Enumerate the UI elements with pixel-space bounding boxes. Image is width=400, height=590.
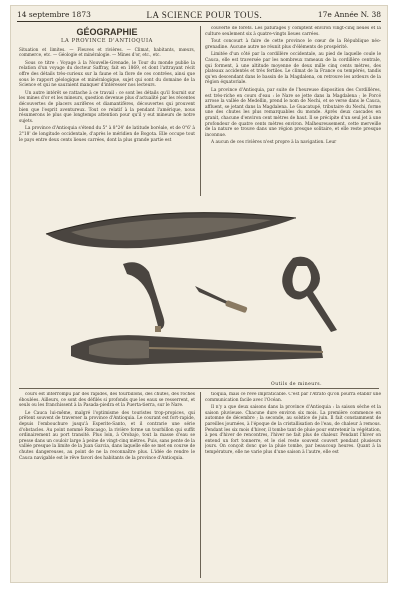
curved-pick-tool — [123, 262, 164, 332]
paragraph: Tout concourt à faire de cette province le cœur de la République néo-grenadine. Aucune autre ne réunit plus d'éléments de prospérité. — [205, 39, 381, 50]
paragraph: La province d'Antioquia s'étend du 5° à 8°24' de latitude boréale, et de 0°6' à 2°18' de longitude occidentale, d'après le méridien de Bogota. Elle occupe tout le pays entre deux cents lieues carrées, dont la plus grande partie est — [19, 126, 195, 143]
paragraph: Sous ce titre : Voyage à la Nouvelle-Grenade, le Tour du monde publie la relation d'un voyage du docteur Saffray, fait en 1869, et dont l'attrayant récit offre des détails très-curieux sur la faune et la flore de ces contrées, ainsi que sous le rapport géologique et minéralogique, sujet qui sont du domaine de la Science et qui ne sauraient manquer d'intéresser nos lecteurs. — [19, 60, 195, 89]
column-rule — [200, 26, 201, 196]
gold-pan-tool — [46, 213, 296, 249]
paragraph: Un autre intérêt se rattache à ce travail : ce sont les détails qu'il fournit sur les mines d'or et les mineurs, question devenue plus d'actualité par les récentes découvertes de placers aurifères et diamantifères, découvertes qui prouvent bien que l'esprit aventureux. Tout ce relatif à la pendant l'amérique, nous résumerons le plus que longtemps attention pour qu'il y eut mineurs de notre sujets. — [19, 90, 195, 124]
page-header — [17, 8, 381, 22]
paragraph: Il n'y a que deux saisons dans la province d'Antioquia : la saison sèche et la saison pluvieuse. Chacune dure environ six mois. La première commence en automne de décembre ; la seconde, au solstice de juin. Il fait constamment de pareilles journées, à l'époque de la cristallisation de l'eau, de chaleur à remous. Pendant les six mois d'hiver, il tombe tant de pluie pour entretenir la végétation, à peu d'hiver de rencontres, l'hiver ne fait plus de chaleur. Pendant l'hiver on entend un fort tonnerre, et le ciel reste souvent couvert pendant plusieurs jours. On conçoit donc que la pluie tombe, par beaucoup heures. Quant à la température, elle ne varie plus d'une saison à l'autre, elle est — [205, 405, 381, 455]
section-heading: GÉOGRAPHIE — [76, 27, 138, 37]
knife-tool — [195, 286, 248, 313]
article-title: LA PROVINCE D'ANTIOQUIA — [61, 37, 153, 44]
header-date: 14 septembre 1873 — [17, 10, 91, 19]
paragraph: La province d'Antioquia, par suite de l'heureuse disposition des Cordillères, est très-riche en cours d'eau : le Nare se jette dans la Magdalena ; le Porcé arrose la vallée de Medellin, prend le nom de Nechi, et se verse dans le Cauca, affluent, se jetant dans la Magdalena. Le Guacatupé, tributaire du Nechi, forme une des chutes les plus remarquables du monde. Après deux cascades en granit, chacune d'environ cent mètres de haut. Il se précipite d'un seul jet à une profondeur de quatre cents mètres environ. Malheureusement, cette merveille de la nature se trouve dans une région presque solitaire, et elle reste presque inconnue. — [205, 87, 381, 138]
section-divider — [19, 388, 379, 389]
paragraph: A aucun de ces rivières n'est propre à la navigation. Leur — [211, 140, 337, 146]
column-rule — [200, 392, 201, 578]
header-issue: 17e Année N. 38 — [317, 10, 381, 19]
article-summary: Situation et limites. — Fleuves et rivières. — Climat, habitants, mœurs, commerce, etc. — Géologie et minéralogie. — Mines d'or, etc., etc. — [19, 47, 195, 58]
column-right-top — [205, 26, 381, 196]
column-right-bottom — [205, 392, 381, 578]
paragraph: tioquia, mais ce rêve impraticable. C'est par l'Atrato qu'on pourra établir une communication facile avec l'Océan. — [205, 392, 381, 403]
newspaper-page — [10, 5, 388, 583]
figure-caption: Outils de mineurs. — [271, 382, 323, 387]
column-left-bottom — [19, 392, 195, 578]
header-publication: LA SCIENCE POUR TOUS. — [146, 9, 263, 20]
column-left-top — [19, 26, 195, 196]
paragraph: couverte de forêts. Les pâturages y comptent environ vingt-cinq lieues et la culture seulement six à quatre-vingts lieues carrées. — [205, 26, 381, 37]
paragraph: Le Cauca lui-même, malgré l'optimisme des touristes trop-propices, qui prêtent souvent de traverser la province d'Antioquia. Le courant est fort-rapide, depuis l'embouchure jusqu'à Esperite-Santo, et il contrarie une série d'obstacles. Au point nommé Roncasgo, la rivière forme un tourbillon qui suffit ordinairement au port transité. Plus loin, à Orobajo, tout la masse d'eau se presse dans un couloir large à peine de vingt-cinq mètres. Puis, sans pente de la vallée presque la limite de la Juan Garcia, dans laquelle elle se met en course de chutes dangereuses, au point de ne la reconnaître plus. L'idée de rendre le Cauca navigable est le rêve favori des habitants de la province d'Antioquia. — [19, 410, 195, 461]
shovel-tool — [71, 335, 323, 365]
paragraph: cours est interrompu par des rapides, des tourbillons, des chutes, des roches éboulées. Ailleurs, ce sont des défilés si profonds que les eaux se resserrent, et seuls ou les franchissent à la Pasada-piedra et la Puerta-tierra, sur le Nare. — [19, 392, 195, 409]
paragraph: Limitée d'un côté par la cordillère occidentale, au pied de laquelle coule le Cauca, elle est traversée par les nombreux rameaux de la cordillère centrale, qui forment, à une altitude moyenne de deux mille cinq cents mètres, des plateaux accidentés et très fertiles. Le climat de la France ou tempérés, tandis qu'en descendant dans le bassin de la Magdalena, on retrouve les ardeurs de la région équatoriale. — [205, 52, 381, 86]
hook-tool — [282, 257, 337, 332]
mining-tools-illustration — [31, 196, 376, 381]
